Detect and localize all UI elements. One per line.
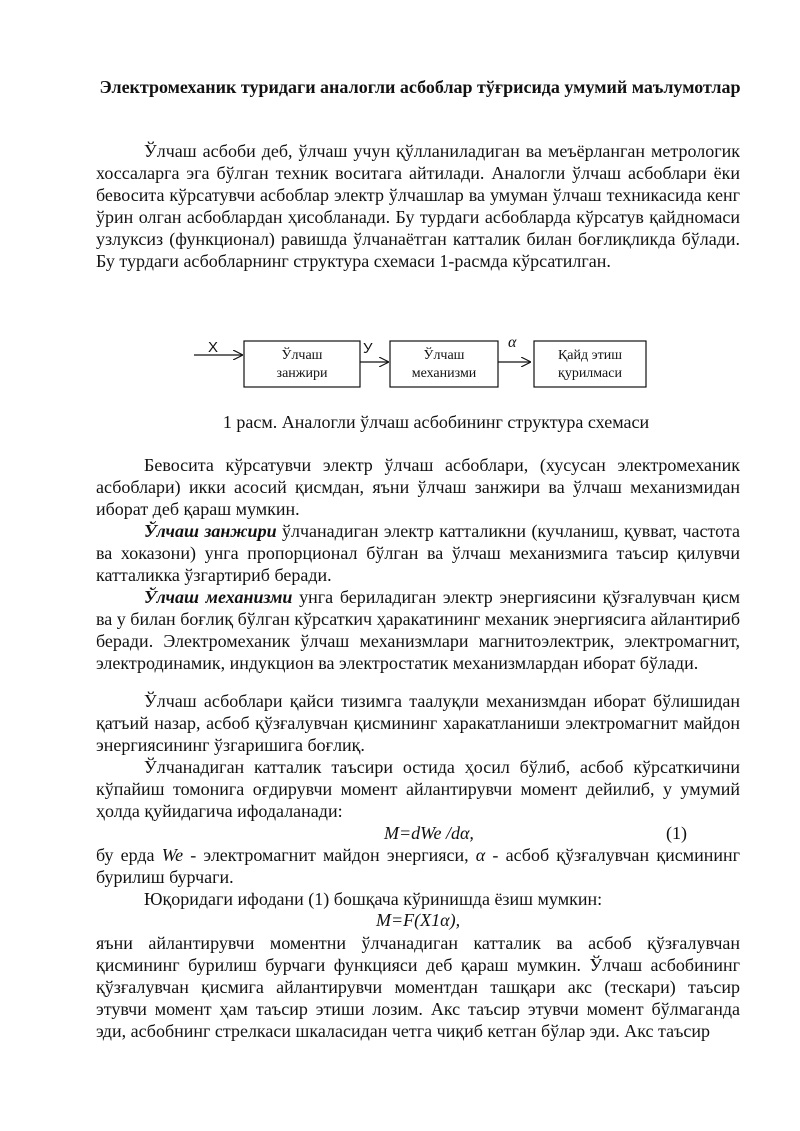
last-paragraph: яъни айлантирувчи моментни ўлчанадиган катталик ва асбоб қўзғалувчан қисмининг бурилиш бурчаги функцияси деб қараш мумкин. Ўлчаш асбобининг қўзғалувчан қисмига айлантирувчи моментдан ташқари акс (тескари) таъсир этувчи момент ҳам таъсир этиши лозим. Акс таъсир этувчи момент бўлмаганда эди, асбобнинг стрелкаси шкаласидан четга чиқиб кетган бўлар эди. Акс таъсир: [96, 933, 740, 1041]
figure-caption: 1 расм. Аналогли ўлчаш асбобининг структура схемаси: [222, 412, 650, 432]
direct-devices-paragraph: Бевосита кўрсатувчи электр ўлчаш асбоблари, (хусусан электромеханик асбоблари) икки асосий қисмдан, яъни ўлчаш занжири ва ўлчаш механизмидан иборат деб қараш мумкин.: [96, 455, 740, 519]
formula-1: M=dWe /dα,: [384, 823, 474, 843]
box3-line1: Қайд этиш: [557, 348, 623, 363]
structure-diagram: [0, 330, 800, 400]
devices-paragraph: Ўлчаш асбоблари қайси тизимга таалуқли механизмдан иборат бўлишидан қатъий назар, асбоб қўзғалувчан қисмининг харакатланиши электромагнит майдон энергиясининг ўзгаришига боғлиқ.: [96, 691, 740, 755]
alpha-symbol: α: [475, 845, 486, 865]
mechanism-paragraph: [96, 586, 740, 674]
intro-paragraph: Ўлчаш асбоби деб, ўлчаш учун қўлланиладиган ва меъёрланган метрологик хоссаларга эга бўлган техник воситага айтилади. Аналогли ўлчаш асбоблари ёки бевосита кўрсатувчи асбоблар электр ўлчашлар ва умуман ўлчаш техникасида кенг ўрин олган асбоблардан ҳисобланади. Бу турдаги асбобларда кўрсатув қайдномаси узлуксиз (функционал) равишда ўлчанаётган катталик билан боғлиқликда бўлади. Бу турдаги асбобларнинг структура схемаси 1-расмда кўрсатилган.: [96, 141, 740, 271]
mechanism-term: Ўлчаш механизми: [144, 587, 293, 607]
box3-line2: қурилмаси: [558, 366, 622, 381]
circuit-text: ўлчанадиган электр катталикни (кучланиш, қувват, частота ва хоказони) унга пропорционал бўлган ва ўлчаш механизмига таъсир қилувчи катталикка ўзгартириб беради.: [96, 521, 740, 585]
formula-1-number: (1): [666, 823, 687, 843]
we-symbol: We: [161, 845, 184, 865]
circuit-paragraph: [96, 520, 740, 586]
box2-line2: механизми: [411, 366, 477, 381]
box1-line1: Ўлчаш: [281, 348, 323, 363]
page-title: Электромеханик туридаги аналогли асбоблар тўғрисида умумий маълумотлар: [99, 77, 741, 97]
where-paragraph: [96, 844, 740, 888]
intermediate-label: У: [363, 340, 373, 357]
box2-line1: Ўлчаш: [423, 348, 465, 363]
torque-paragraph: Ўлчанадиган катталик таъсири остида ҳосил бўлиб, асбоб кўрсаткичини кўпайиш томонига оғдирувчи момент айлантирувчи момент дейилиб, у умумий ҳолда қуйидагича ифодаланади:: [96, 757, 740, 821]
formula-2: M=F(X1α),: [376, 910, 461, 930]
mechanism-text: унга бериладиган электр энергиясини қўзғалувчан қисм ва у билан боғлиқ бўлган кўрсаткич ҳаракатининг механик энергиясига айлантириб беради. Электромеханик ўлчаш механизмлари магнитоэлектрик, электромагнит, электродинамик, индукцион ва электростатик механизмлардан иборат бўлади.: [96, 587, 741, 673]
where-text-b: - электромагнит майдон энергияси,: [183, 845, 476, 865]
other-form-paragraph: Юқоридаги ифодани (1) бошқача кўринишда ёзиш мумкин:: [144, 889, 603, 909]
where-text-c: - асбоб қўзғалувчан қисмининг бурилиш бурчаги.: [96, 845, 740, 887]
input-label: X: [208, 339, 219, 356]
box1-line2: занжири: [276, 366, 328, 381]
where-text-a: бу ерда: [96, 845, 162, 865]
alpha-label: α: [508, 334, 517, 351]
circuit-term: Ўлчаш занжири: [144, 521, 277, 541]
